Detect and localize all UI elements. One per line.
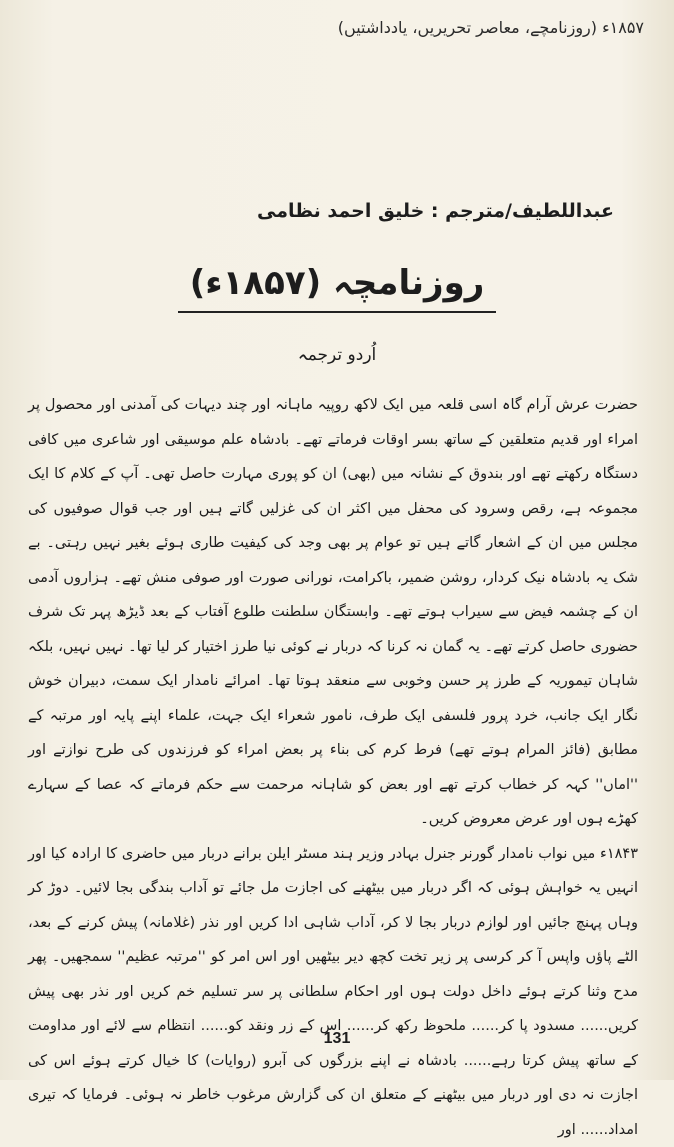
paragraph-1: حضرت عرش آرام گاہ اسی قلعہ میں ایک لاکھ روپیہ ماہانہ اور چند دیہات کی آمدنی اور محصول پر امراء اور قدیم متعلقین کے ساتھ بسر اوقات فرماتے تھے۔ بادشاہ علم موسیقی اور شاعری میں کافی دستگاہ رکھتے تھے اور بندوق کے نشانہ میں (بھی) ان کو پوری مہارت حاصل تھی۔ آپ کے کلام کا ایک مجموعہ ہے، رقص وسرود کی محفل میں اکثر ان کی غزلیں گاتے ہیں اور جب قوال صوفیوں کی مجلس میں ان کے اشعار گاتے ہیں تو عوام پر بھی وجد کی کیفیت طاری ہوئے بغیر نہیں رہتی۔ بے شک یہ بادشاہ نیک کردار، روشن ضمیر، باکرامت، نورانی صورت اور صوفی منش تھے۔ ہزاروں آدمی ان کے چشمہ فیض سے سیراب ہوتے تھے۔ وابستگان سلطنت طلوع آفتاب کے بعد ڈیڑھ پہر تک شرف حضوری حاصل کرتے تھے۔ یہ گمان نہ کرنا کہ دربار نے کوئی نیا طرز اختیار کر لیا تھا۔ نہیں نہیں، بلکہ شاہان تیموریہ کے طرز پر حسن وخوبی سے منعقد ہوتا تھا۔ امرائے نامدار ایک سمت، دبیران خوش نگار ایک جانب، خرد پرور فلسفی ایک طرف، نامور شعراء ایک جہت، علماء اپنے پایہ اور مرتبہ کے مطابق (فائز المرام ہوتے تھے) فرط کرم کی بناء پر بعض امراء کو فرزندوں کی طرح نوازتے اور ''اماں'' کہہ کر خطاب کرتے تھے اور بعض کو شاہانہ مرحمت سے حکم فرماتے کہ عصا کے سہارے کھڑے ہوں اور عرض معروض کریں۔ xyxy=(28,388,638,837)
chapter-title-text: روزنامچہ (۱۸۵۷ء) xyxy=(178,262,497,313)
page-number: 131 xyxy=(0,1030,674,1048)
chapter-title xyxy=(0,262,674,313)
author-translator-byline: عبداللطیف/مترجم : خلیق احمد نظامی xyxy=(257,200,614,222)
running-header: ۱۸۵۷ء (روزنامچے، معاصر تحریریں، یادداشتیں) xyxy=(338,18,644,37)
chapter-subtitle: اُردو ترجمہ xyxy=(0,344,674,365)
paragraph-2: ۱۸۴۳ء میں نواب نامدار گورنر جنرل بہادر وزیر ہند مسٹر ایلن برانے دربار میں حاضری کا ارادہ کیا اور انہیں یہ خواہش ہوئی کہ اگر دربار میں بیٹھنے کی اجازت مل جائے تو آداب بندگی بجا لائیں۔ دوڑ کر وہاں پہنچ جائیں اور لوازم دربار بجا لا کر، آداب شاہی ادا کریں اور نذر (غلامانہ) پیش کرنے کے بعد، الٹے پاؤں واپس آ کر کرسی پر زیر تخت کچھ دیر بیٹھیں اور اس امر کو ''مرتبہ عظیم'' سمجھیں۔ پھر مدح وثنا کرتے ہوئے داخل دولت ہوں اور احکام سلطانی پر سر تسلیم خم کریں اور نذر بھی پیش کریں...... مسدود پا کر...... ملحوظ رکھ کر...... اس کے زر ونقد کو...... انتظام سے لائے اور مداومت کے ساتھ پیش کرتا رہے...... بادشاہ نے اپنے بزرگوں کی آبرو (روایات) کا خیال کرتے ہوئے اس کی اجازت نہ دی اور دربار میں بیٹھنے کے متعلق ان کی گزارش مرغوب خاطر نہ ہوئی۔ فرمایا کہ تیری امداد...... اور xyxy=(28,837,638,1147)
